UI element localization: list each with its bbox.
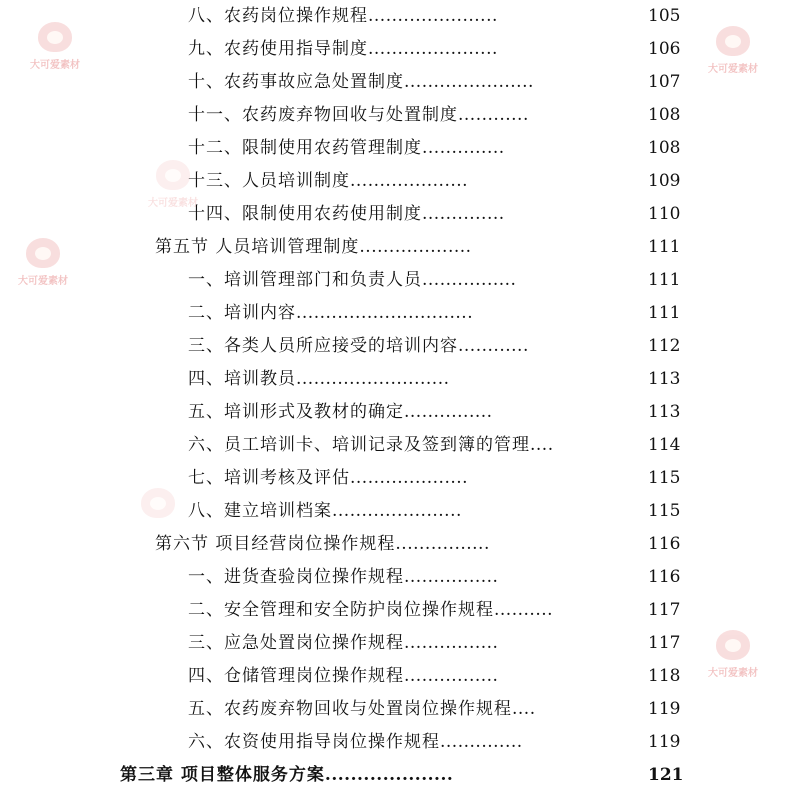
watermark-text: 大可爱素材 [148,198,198,209]
toc-leader-dots: .............. [440,732,523,752]
watermark-text: 大可爱素材 [18,276,68,287]
toc-leader-dots: ................ [395,534,490,554]
toc-entry-title: 二、安全管理和安全防护岗位操作规程.......... [188,600,554,620]
toc-entry-title: 十二、限制使用农药管理制度.............. [188,138,505,158]
toc-page-number: 119 [648,732,681,752]
toc-chapter-entry [0,759,800,792]
toc-entry-title: 八、建立培训档案...................... [188,501,462,521]
toc-leader-dots: ...................... [332,501,462,521]
toc-section-entry [0,528,800,561]
toc-entry-title: 五、农药废弃物回收与处置岗位操作规程.... [188,699,536,719]
toc-entry-title: 三、各类人员所应接受的培训内容............ [188,336,529,356]
toc-page-number: 110 [648,204,681,224]
toc-page-number: 113 [648,369,681,389]
toc-item-entry [0,561,800,594]
toc-entry-title: 第六节 项目经营岗位操作规程................ [155,534,490,554]
toc-leader-dots: ............ [458,336,529,356]
toc-page-number: 112 [648,336,681,356]
toc-item-entry [0,66,800,99]
toc-page-number: 117 [648,600,681,620]
toc-page-number: 116 [648,534,681,554]
toc-entry-title: 第五节 人员培训管理制度................... [155,237,472,257]
toc-leader-dots: ............ [458,105,529,125]
toc-entry-title: 七、培训考核及评估.................... [188,468,469,488]
toc-leader-dots: ................ [422,270,517,290]
toc-page-number: 105 [648,6,681,26]
toc-leader-dots: ...................... [404,72,534,92]
toc-entry-title: 一、进货查验岗位操作规程................ [188,567,499,587]
toc-leader-dots: .............. [422,138,505,158]
toc-page-number: 113 [648,402,681,422]
toc-page-number: 115 [648,501,681,521]
toc-page-number: 108 [648,138,681,158]
toc-leader-dots: .......................... [296,369,450,389]
toc-item-entry [0,297,800,330]
toc-item-entry [0,264,800,297]
toc-page-number: 118 [648,666,681,686]
toc-page-number: 111 [648,270,681,290]
toc-entry-title: 三、应急处置岗位操作规程................ [188,633,499,653]
toc-page-number: 107 [648,72,681,92]
toc-entry-title: 十三、人员培训制度.................... [188,171,469,191]
toc-item-entry [0,726,800,759]
toc-leader-dots: ...................... [368,6,498,26]
toc-page-number: 109 [648,171,681,191]
toc-leader-dots: ............... [404,402,493,422]
toc-leader-dots: .................... [350,468,469,488]
toc-item-entry [0,132,800,165]
toc-item-entry [0,693,800,726]
toc-page-number: 106 [648,39,681,59]
toc-leader-dots: ................... [359,237,472,257]
toc-leader-dots: ................ [404,567,499,587]
watermark-text: 大可爱素材 [708,668,758,679]
toc-entry-title: 第三章 项目整体服务方案.................... [120,765,454,785]
watermark-text: 大可爱素材 [708,64,758,75]
toc-page-number: 116 [648,567,681,587]
toc-item-entry [0,0,800,33]
toc-leader-dots: .............. [422,204,505,224]
toc-leader-dots: .......... [494,600,554,620]
toc-leader-dots: .................... [350,171,469,191]
toc-item-entry [0,363,800,396]
toc-page-number: 115 [648,468,681,488]
toc-page-number: 117 [648,633,681,653]
toc-leader-dots: .... [530,435,554,455]
toc-entry-title: 十、农药事故应急处置制度...................... [188,72,534,92]
toc-item-entry [0,660,800,693]
toc-leader-dots: .... [512,699,536,719]
toc-entry-title: 六、农资使用指导岗位操作规程.............. [188,732,523,752]
toc-entry-title: 六、员工培训卡、培训记录及签到簿的管理.... [188,435,554,455]
toc-leader-dots: ...................... [368,39,498,59]
watermark-text: 大可爱素材 [30,60,80,71]
toc-page-number: 119 [648,699,681,719]
toc-leader-dots: ................ [404,633,499,653]
toc-entry-title: 四、仓储管理岗位操作规程................ [188,666,499,686]
toc-item-entry [0,396,800,429]
toc-entry-title: 十四、限制使用农药使用制度.............. [188,204,505,224]
toc-item-entry [0,330,800,363]
toc-item-entry [0,33,800,66]
toc-page-number: 111 [648,303,681,323]
toc-item-entry [0,495,800,528]
toc-item-entry [0,462,800,495]
toc-page-number: 114 [648,435,681,455]
toc-page-number: 108 [648,105,681,125]
toc-item-entry [0,198,800,231]
toc-leader-dots: ................ [404,666,499,686]
toc-page-number: 121 [648,765,684,785]
toc-entry-title: 四、培训教员.......................... [188,369,450,389]
toc-item-entry [0,99,800,132]
toc-entry-title: 十一、农药废弃物回收与处置制度............ [188,105,529,125]
toc-item-entry [0,627,800,660]
toc-item-entry [0,594,800,627]
toc-section-entry [0,231,800,264]
toc-entry-title: 九、农药使用指导制度...................... [188,39,498,59]
toc-leader-dots: .................... [324,765,454,785]
toc-leader-dots: .............................. [296,303,474,323]
toc-item-entry [0,429,800,462]
toc-item-entry [0,165,800,198]
toc-page-number: 111 [648,237,681,257]
toc-entry-title: 五、培训形式及教材的确定............... [188,402,493,422]
toc-entry-title: 一、培训管理部门和负责人员................ [188,270,517,290]
toc-entry-title: 八、农药岗位操作规程...................... [188,6,498,26]
toc-entry-title: 二、培训内容.............................. [188,303,474,323]
